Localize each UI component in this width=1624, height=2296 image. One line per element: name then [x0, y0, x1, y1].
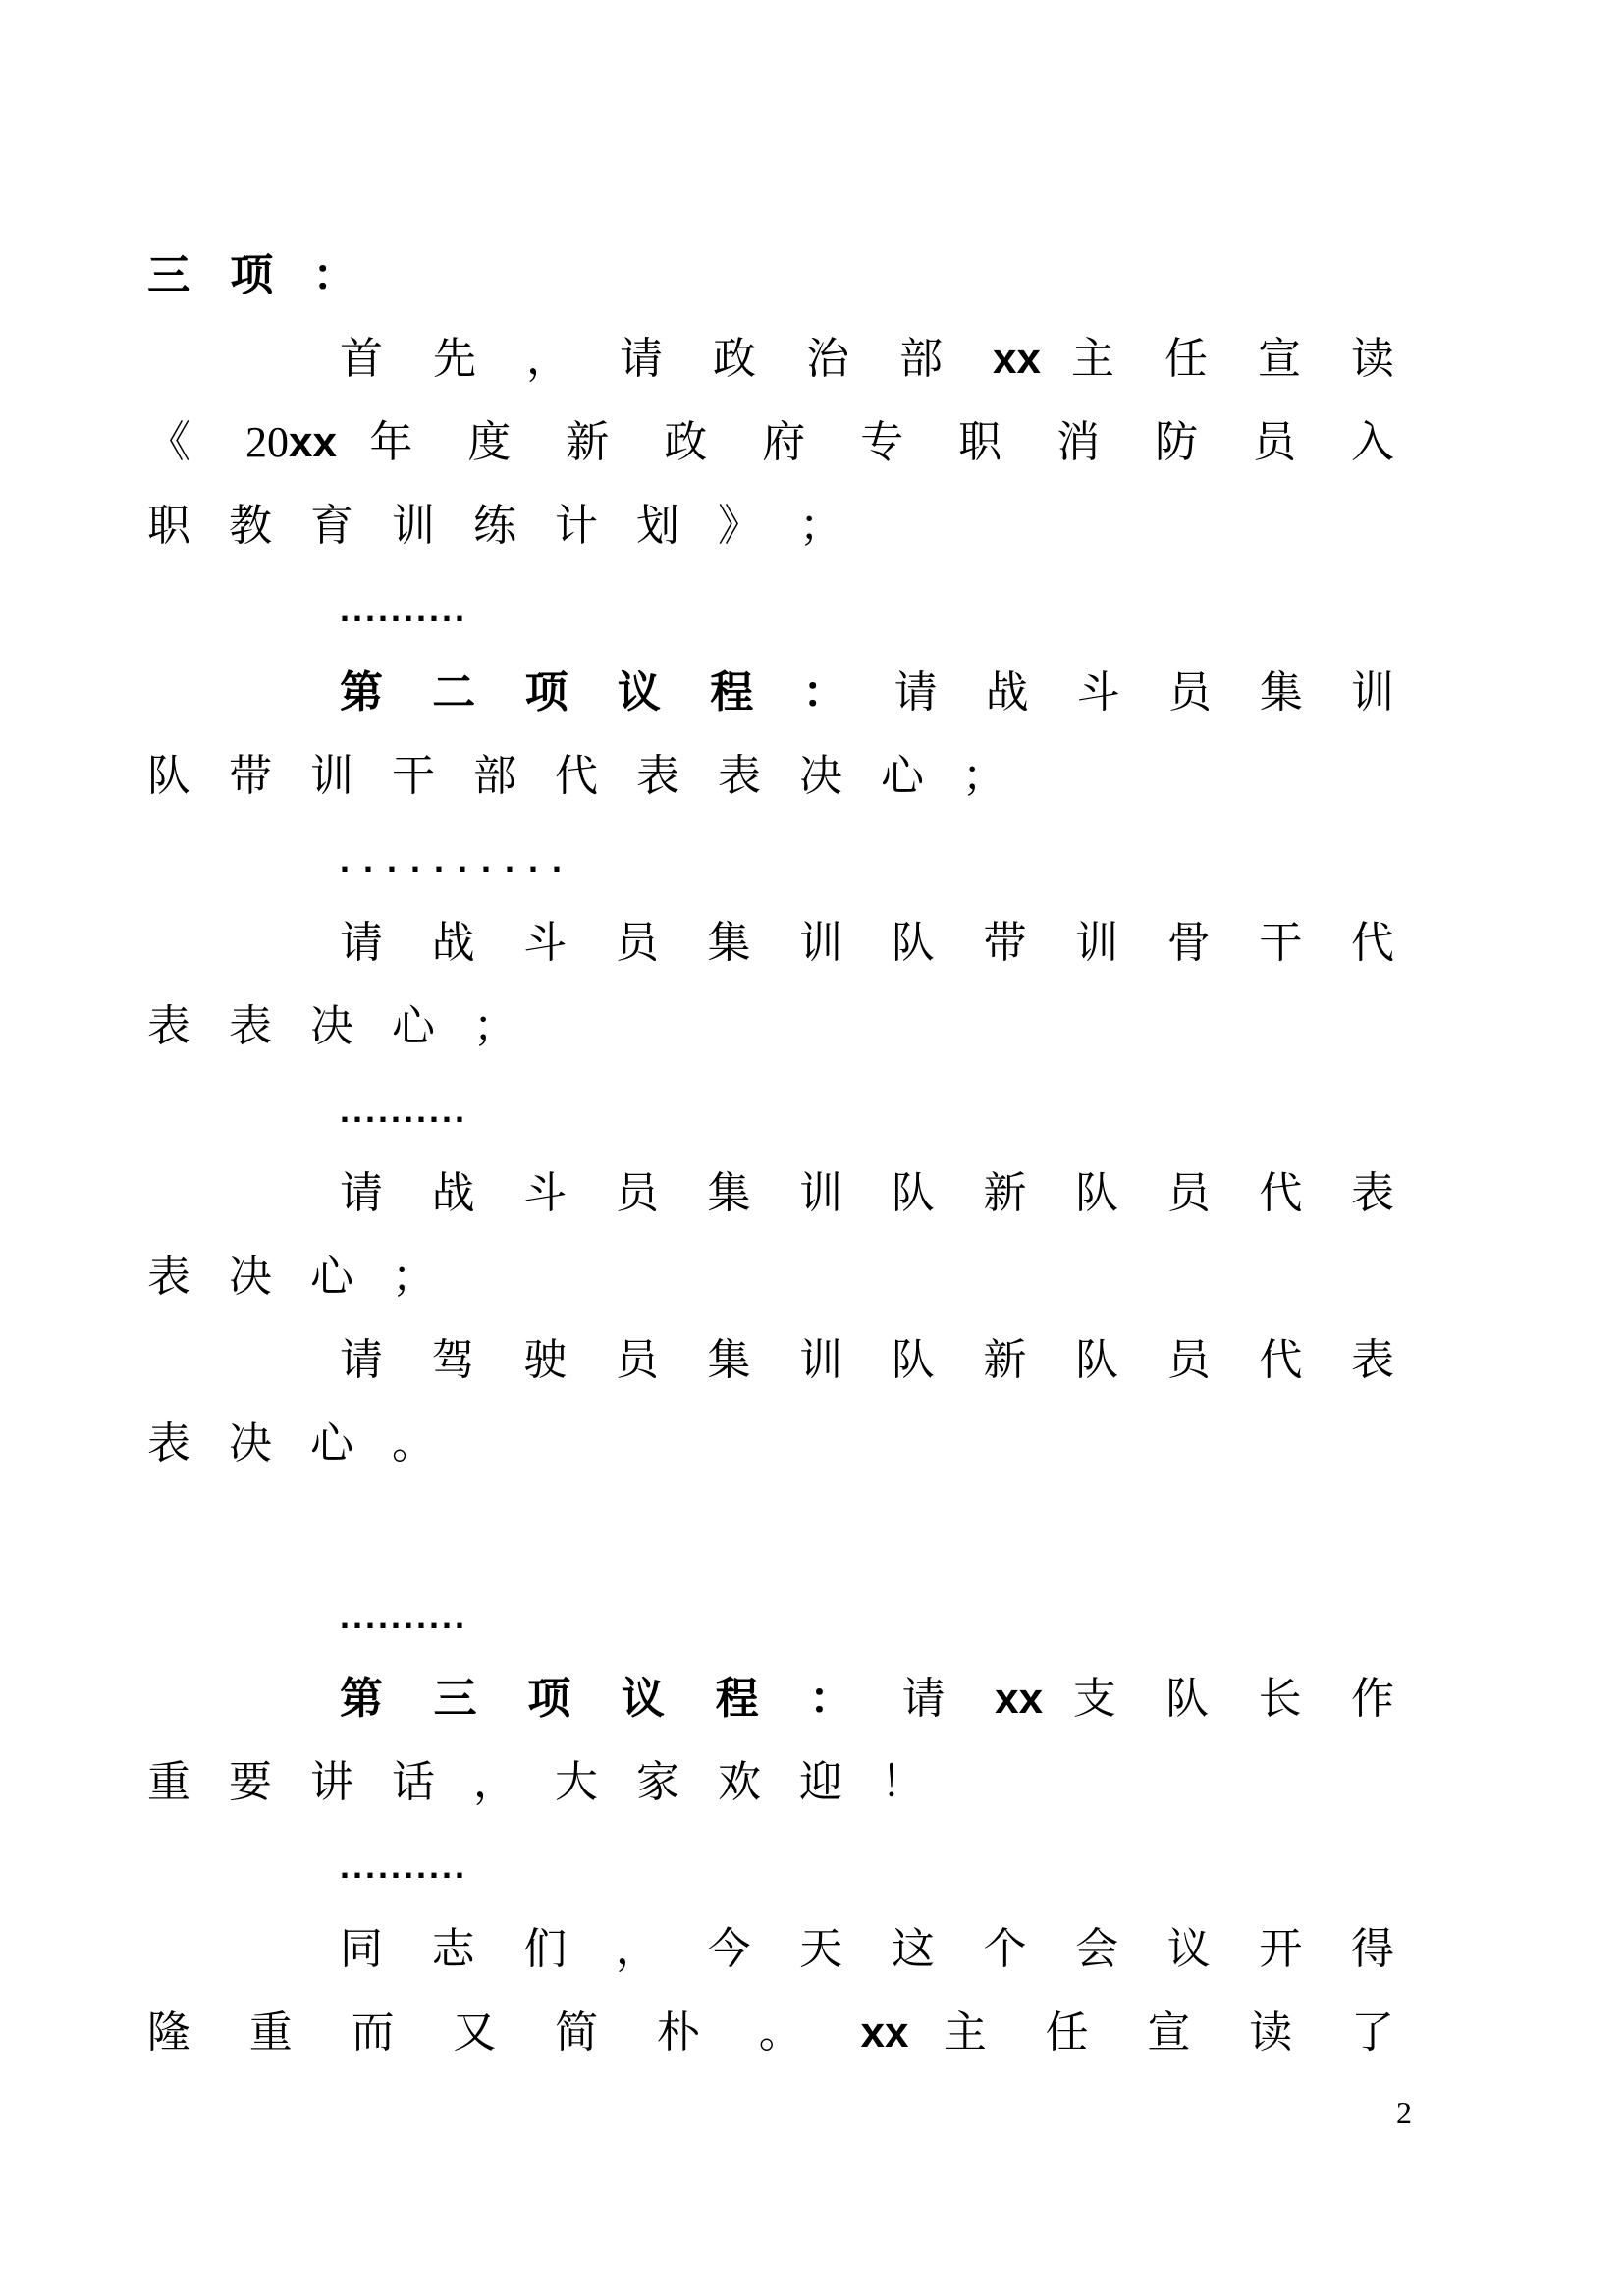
text-line: [147, 1991, 1394, 2074]
text-line: [147, 1318, 1394, 1402]
blank-line: [147, 1485, 1394, 1574]
text-segment: 请 战 斗 员 集 训 队 新 队 员 代 表: [340, 1169, 1394, 1217]
text-segment: 请 驾 驶 员 集 训 队 新 队 员 代 表: [340, 1336, 1394, 1384]
dots-separator: ..........: [340, 1090, 468, 1130]
page-content: [147, 234, 1394, 2074]
text-line: [147, 1402, 1394, 1485]
text-line: [147, 1657, 1394, 1740]
dots-separator: ..........: [340, 1595, 468, 1635]
dots-separator: ..........: [340, 839, 576, 880]
text-line: [147, 901, 1394, 985]
text-segment: 隆 重 而 又 简 朴 。: [147, 2008, 861, 2056]
text-line: [147, 400, 1394, 484]
text-line: [147, 1235, 1394, 1318]
text-line: [147, 651, 1394, 734]
text-segment: 同 志 们 ， 今 天 这 个 会 议 开 得: [340, 1925, 1394, 1973]
bold-text-segment: 第 二 项 议 程 ：: [340, 668, 865, 717]
text-segment: 请 战 斗 员 集 训: [864, 668, 1394, 717]
text-line: [147, 1907, 1394, 1991]
dots-separator: ..........: [340, 1845, 468, 1886]
bold-text-segment: xx: [860, 2008, 909, 2056]
page-number: 2: [1396, 2095, 1412, 2130]
text-segment: 首 先 ， 请 政 治 部: [340, 335, 994, 383]
text-segment: 支 队 长 作: [1043, 1675, 1395, 1723]
bold-text-segment: 第 三 项 议 程 ：: [340, 1675, 872, 1723]
text-line: [147, 985, 1394, 1068]
bold-text-segment: xx: [993, 335, 1041, 383]
text-line: [147, 234, 1394, 317]
text-segment: 队 带 训 干 部 代 表 表 决 心 ；: [147, 752, 1005, 800]
text-line: [147, 1740, 1394, 1824]
text-segment: 主 任 宣 读: [1040, 335, 1394, 383]
text-segment: 表 表 决 心 ；: [147, 1002, 516, 1050]
bold-text-segment: xx: [288, 418, 337, 466]
text-segment: 重 要 讲 话 ， 大 家 欢 迎 ！: [147, 1758, 924, 1806]
text-segment: 《 20: [147, 418, 289, 466]
dots-separator: ..........: [340, 589, 468, 629]
bold-text-segment: 三 项 ：: [147, 251, 356, 299]
text-segment: 主 任 宣 读 了: [908, 2008, 1395, 2056]
bold-text-segment: xx: [995, 1675, 1044, 1723]
text-segment: 表 决 心 ；: [147, 1253, 435, 1301]
text-line: [147, 484, 1394, 567]
text-segment: 年 度 新 政 府 专 职 消 防 员 入: [336, 418, 1395, 466]
text-segment: 职 教 育 训 练 计 划 》 ；: [147, 502, 842, 550]
text-segment: 表 决 心 。: [147, 1419, 435, 1468]
text-line: [147, 734, 1394, 818]
text-line: [147, 1151, 1394, 1235]
text-segment: 请: [871, 1675, 996, 1723]
text-segment: 请 战 斗 员 集 训 队 带 训 骨 干 代: [340, 919, 1394, 967]
text-line: [147, 317, 1394, 400]
